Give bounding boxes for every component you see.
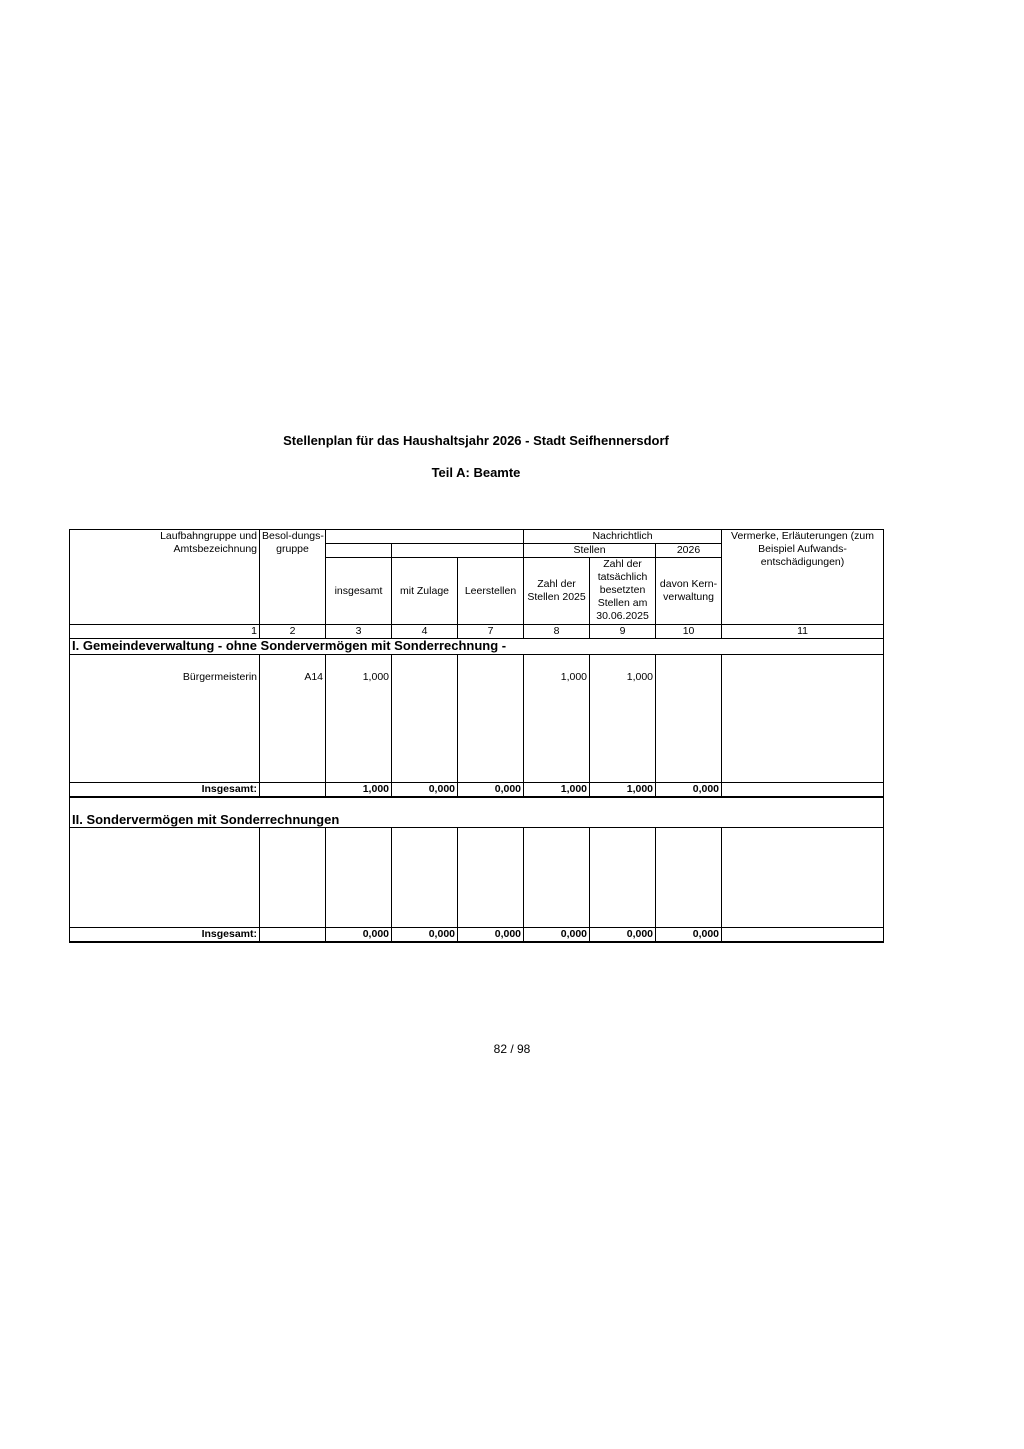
total-label: Insgesamt: (70, 927, 260, 942)
header-besoldungsgruppe (260, 530, 326, 625)
total-leerstellen: 0,000 (458, 927, 524, 942)
total-kern: 0,000 (656, 927, 722, 942)
section1-title: I. Gemeindeverwaltung - ohne Sondervermögen mit Sonderrechnung - (70, 639, 884, 655)
col-number: 11 (722, 625, 884, 639)
empty-cell (260, 827, 326, 927)
col-number: 1 (70, 625, 260, 639)
total-label: Insgesamt: (70, 783, 260, 798)
total-kern: 0,000 (656, 783, 722, 798)
total-insgesamt: 0,000 (326, 927, 392, 942)
empty-cell (590, 827, 656, 927)
header-amtsbezeichnung-line2: Amtsbezeichnung (173, 543, 257, 555)
total-besetzt: 1,000 (590, 783, 656, 798)
header-blank-b (392, 544, 524, 558)
row-vermerke (722, 655, 884, 783)
row-kern (656, 655, 722, 783)
header-insgesamt: insgesamt (326, 558, 392, 625)
col-number: 10 (656, 625, 722, 639)
header-blank-a (326, 544, 392, 558)
section2-title: II. Sondervermögen mit Sonderrechnungen (70, 797, 884, 827)
total-gruppe (260, 927, 326, 942)
header-nachrichtlich: Nachrichtlich (524, 530, 722, 544)
empty-cell (656, 827, 722, 927)
row-amtsbezeichnung: Bürgermeisterin (70, 655, 260, 783)
page-title: Stellenplan für das Haushaltsjahr 2026 - Stadt Seifhennersdorf (283, 433, 669, 448)
row-stellen-2025: 1,000 (524, 655, 590, 783)
row-insgesamt: 1,000 (326, 655, 392, 783)
row-mit-zulage (392, 655, 458, 783)
col-number: 4 (392, 625, 458, 639)
empty-cell (70, 827, 260, 927)
total-mit-zulage: 0,000 (392, 783, 458, 798)
col-number: 3 (326, 625, 392, 639)
row-besoldungsgruppe: A14 (260, 655, 326, 783)
page-subtitle: Teil A: Beamte (431, 465, 521, 480)
section1-total-row (70, 783, 884, 798)
header-vermerke: Vermerke, Erläuterungen (zum Beispiel Aufwands-entschädigungen) (722, 530, 884, 625)
total-insgesamt: 1,000 (326, 783, 392, 798)
header-davon-kern: davon Kern-verwaltung (656, 558, 722, 625)
header-mit-zulage: mit Zulage (392, 558, 458, 625)
header-leerstellen: Leerstellen (458, 558, 524, 625)
empty-cell (392, 827, 458, 927)
section2-total-row (70, 927, 884, 942)
total-mit-zulage: 0,000 (392, 927, 458, 942)
empty-cell (524, 827, 590, 927)
header-stellen-group (326, 530, 524, 544)
col-number: 2 (260, 625, 326, 639)
stellenplan-table (69, 529, 884, 943)
total-vermerke (722, 927, 884, 942)
total-stellen-2025: 0,000 (524, 927, 590, 942)
empty-cell (458, 827, 524, 927)
row-leerstellen (458, 655, 524, 783)
table-row (70, 655, 884, 783)
total-gruppe (260, 783, 326, 798)
row-besetzt: 1,000 (590, 655, 656, 783)
page-number: 82 / 98 (493, 1042, 531, 1056)
total-besetzt: 0,000 (590, 927, 656, 942)
col-number: 7 (458, 625, 524, 639)
table-row (70, 827, 884, 927)
total-stellen-2025: 1,000 (524, 783, 590, 798)
header-besoldungsgruppe-line1: Besol-dungs- (262, 530, 324, 542)
empty-cell (722, 827, 884, 927)
col-number: 9 (590, 625, 656, 639)
header-amtsbezeichnung-line1: Laufbahngruppe und (160, 530, 257, 542)
col-number: 8 (524, 625, 590, 639)
header-year: 2026 (656, 544, 722, 558)
header-zahl-stellen-2025: Zahl der Stellen 2025 (524, 558, 590, 625)
header-amtsbezeichnung (70, 530, 260, 625)
header-stellen: Stellen (524, 544, 656, 558)
column-number-row (70, 625, 884, 639)
header-besoldungsgruppe-line2: gruppe (276, 543, 309, 555)
total-vermerke (722, 783, 884, 798)
total-leerstellen: 0,000 (458, 783, 524, 798)
header-zahl-besetzt: Zahl der tatsächlich besetzten Stellen am 30.06.2025 (590, 558, 656, 625)
empty-cell (326, 827, 392, 927)
